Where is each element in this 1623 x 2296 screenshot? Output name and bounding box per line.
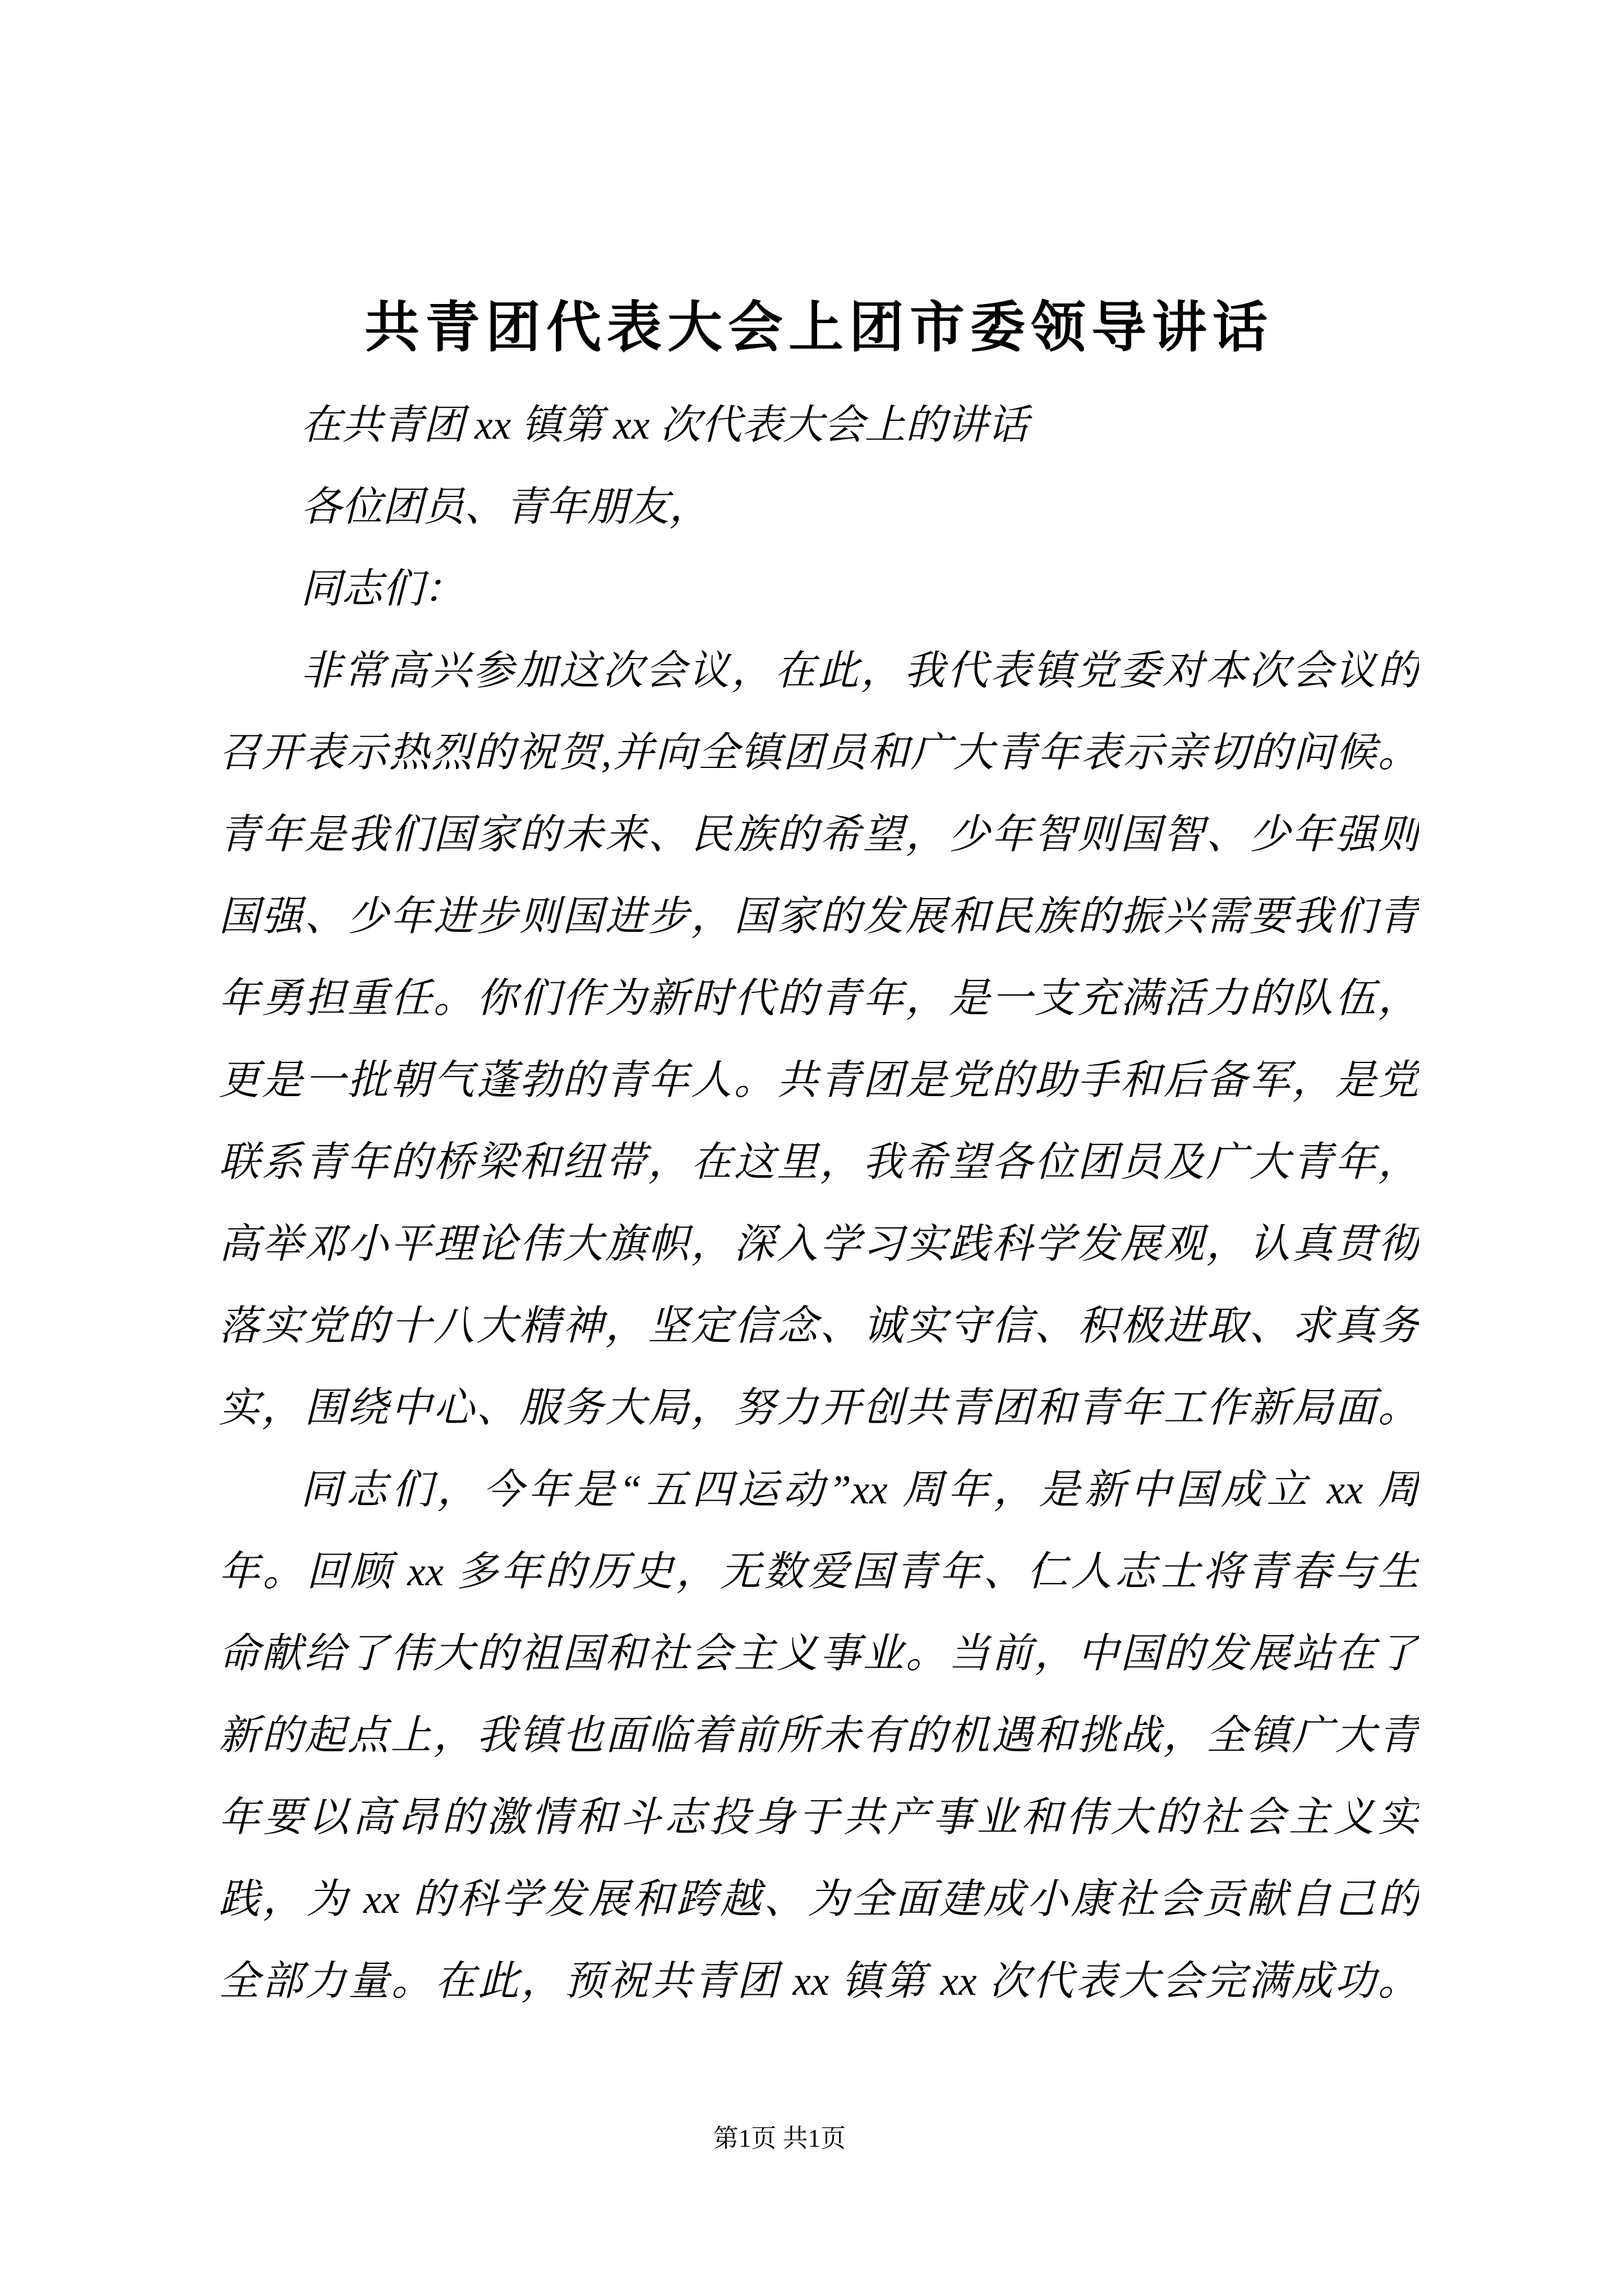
text-line: 召开表示热烈的祝贺,并向全镇团员和广大青年表示亲切的问候。 (219, 730, 1419, 775)
text-line: 年。回顾 xx 多年的历史，无数爱国青年、仁人志士将青春与生 (219, 1549, 1419, 1594)
text-line: 年勇担重任。你们作为新时代的青年，是一支充满活力的队伍， (219, 976, 1419, 1021)
document-title: 共青团代表大会上团市委领导讲话 (364, 298, 1273, 358)
text-line: 高举邓小平理论伟大旗帜，深入学习实践科学发展观，认真贯彻 (219, 1221, 1419, 1267)
text-line: 落实党的十八大精神，坚定信念、诚实守信、积极进取、求真务 (219, 1303, 1419, 1349)
text-line: 命献给了伟大的祖国和社会主义事业。当前，中国的发展站在了 (219, 1631, 1419, 1676)
text-line: 践，为 xx 的科学发展和跨越、为全面建成小康社会贡献自己的 (219, 1876, 1419, 1922)
text-line: 各位团员、青年朋友， (301, 484, 710, 530)
text-line: 年要以高昂的激情和斗志投身于共产事业和伟大的社会主义实 (219, 1795, 1419, 1840)
text-line: 联系青年的桥梁和纽带，在这里，我希望各位团员及广大青年， (219, 1139, 1419, 1185)
text-line: 全部力量。在此，预祝共青团 xx 镇第 xx 次代表大会完满成功。 (219, 1958, 1419, 2004)
page-number-label: 第1页 共1页 (713, 2124, 846, 2152)
text-line: 实，围绕中心、服务大局，努力开创共青团和青年工作新局面。 (219, 1385, 1419, 1430)
text-line: 青年是我们国家的未来、民族的希望，少年智则国智、少年强则 (219, 812, 1419, 857)
text-line: 非常高兴参加这次会议，在此，我代表镇党委对本次会议的 (301, 648, 1419, 693)
text-line: 同志们，今年是“五四运动”xx 周年，是新中国成立 xx 周 (301, 1467, 1419, 1512)
document-body (219, 384, 1419, 2022)
page-footer (179, 2122, 1380, 2155)
text-line: 同志们： (301, 566, 464, 611)
text-line: 更是一批朝气蓬勃的青年人。共青团是党的助手和后备军，是党 (219, 1057, 1419, 1103)
text-line: 在共青团 xx 镇第 xx 次代表大会上的讲话 (301, 402, 1029, 448)
text-line: 新的起点上，我镇也面临着前所未有的机遇和挑战，全镇广大青 (219, 1713, 1419, 1758)
text-line: 国强、少年进步则国进步，国家的发展和民族的振兴需要我们青 (219, 894, 1419, 939)
